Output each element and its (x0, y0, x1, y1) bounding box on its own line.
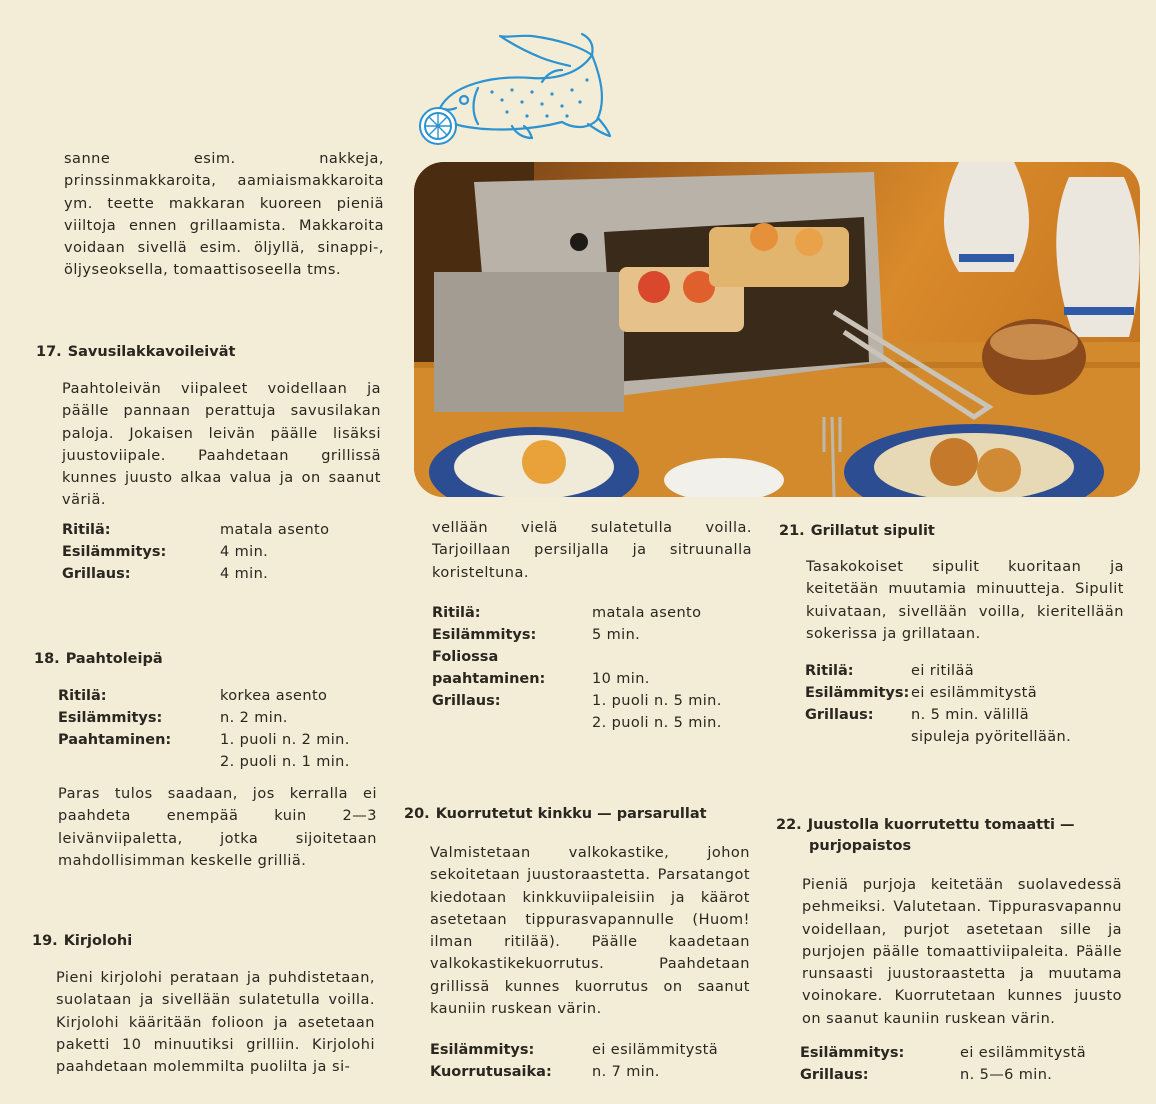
spec-label: Ritilä: (432, 605, 481, 621)
recipe-19-specs (432, 602, 752, 734)
spec-value: korkea asento (220, 688, 328, 704)
recipe-17-body: Paahtoleivän viipaleet voidellaan ja päälle pannaan perattuja savusilakan paloja. Jokaisen leivän päälle lisäksi juustoviipale. Paahdetaan grillissä kunnes juusto alkaa valua ja on saanut väriä. (62, 381, 381, 509)
spec-label: Grillaus: (62, 566, 131, 582)
spec-value: 1. puoli n. 5 min. 2. puoli n. 5 min. (592, 693, 722, 731)
recipe-22-body: Pieniä purjoja keitetään suolavedessä pehmeiksi. Valutetaan. Tippurasvapannu voidellaan, purjot asetetaan sille ja purjojen päälle tomaattiviipaleita. Päälle runsaasti juustoraastetta ja muutama voinokare. Kuorrutetaan kunnes juusto on saanut kauniin ruskean värin. (802, 877, 1122, 1027)
spec-value: n. 7 min. (592, 1064, 660, 1080)
grill-scene (414, 162, 1140, 497)
recipe-18-body: Paras tulos saadaan, jos kerralla ei paahdeta enempää kuin 2—3 leivänviipaletta, jotka sijoitetaan mahdollisimman keskelle grilliä. (58, 786, 377, 869)
spec-row (430, 1061, 750, 1083)
spec-value: ei esilämmitystä (960, 1045, 1087, 1061)
spec-row (805, 660, 1125, 682)
spec-value: 5 min. (592, 627, 641, 643)
spec-value: n. 2 min. (220, 710, 288, 726)
spec-row (432, 602, 752, 624)
trout-illustration (412, 30, 617, 145)
recipe-21-heading (779, 523, 935, 539)
recipe-22-title-line1: Juustolla kuorrutettu tomaatti — (807, 817, 1075, 833)
spec-value: ei esilämmitystä (592, 1042, 719, 1058)
spec-row (58, 707, 378, 729)
spec-row (62, 541, 382, 563)
spec-value: 4 min. (220, 566, 269, 582)
spec-row (58, 729, 378, 773)
spec-label: Grillaus: (432, 693, 501, 709)
spec-row (430, 1039, 750, 1061)
spec-label: Paahtaminen: (58, 732, 172, 748)
spec-label: Ritilä: (805, 663, 854, 679)
spec-row (62, 519, 382, 541)
recipe-22-specs (800, 1042, 1120, 1086)
recipe-20-specs (430, 1039, 750, 1083)
spec-label: Esilämmitys: (430, 1042, 535, 1058)
recipe-18-heading (34, 651, 163, 667)
spec-value: ei esilämmitystä (911, 685, 1038, 701)
spec-label: Grillaus: (805, 707, 874, 723)
spec-value: 1. puoli n. 2 min. 2. puoli n. 1 min. (220, 732, 350, 770)
spec-row (800, 1042, 1120, 1064)
recipe-22-number: 22. (776, 817, 802, 833)
intro-paragraph: sanne esim. nakkeja, prinssinmakkaroita, aamiaismakkaroita ym. teette makkaran kuoreen pieniä viiltoja ennen grillaamista. Makkaroita voidaan sivellä esim. öljyllä, sinappi-, öljyseoksella, tomaattisoseella tms. (64, 151, 384, 279)
recipe-17-heading (36, 344, 235, 360)
recipe-19-heading (32, 933, 132, 949)
spec-value: 4 min. (220, 544, 269, 560)
spec-label: Grillaus: (800, 1067, 869, 1083)
spec-label: Esilämmitys: (432, 627, 537, 643)
spec-label: Ritilä: (58, 688, 107, 704)
spec-row (805, 704, 1125, 748)
recipe-19-number: 19. (32, 933, 58, 949)
spec-label: Esilämmitys: (62, 544, 167, 560)
recipe-20-heading (404, 806, 707, 822)
recipe-19-continuation: vellään vielä sulatetulla voilla. Tarjoillaan persiljalla ja sitruunalla koristeltuna. (432, 520, 752, 581)
recipe-18-specs (58, 685, 378, 773)
spec-value: matala asento (592, 605, 702, 621)
recipe-22-title-line2: purjopaistos (809, 838, 912, 854)
recipe-18-title: Paahtoleipä (65, 651, 163, 667)
recipe-19-body: Pieni kirjolohi perataan ja puhdistetaan, suolataan ja sivellään sulatetulla voilla. Kirjolohi kääritään folioon ja asetetaan paketti 10 minuutiksi grilliin. Kirjolohi paahdetaan molemmilta puolilta ja si- (56, 970, 375, 1076)
spec-label: Esilämmitys: (800, 1045, 905, 1061)
spec-value: matala asento (220, 522, 330, 538)
recipe-21-specs (805, 660, 1125, 748)
recipe-17-specs (62, 519, 382, 585)
spec-value: 10 min. (592, 671, 650, 687)
recipe-21-title: Grillatut sipulit (810, 523, 935, 539)
spec-value: n. 5 min. välillä sipuleja pyöritellään. (911, 707, 1072, 745)
spec-label: Kuorrutusaika: (430, 1064, 552, 1080)
recipe-18-number: 18. (34, 651, 60, 667)
spec-row (800, 1064, 1120, 1086)
spec-label: Ritilä: (62, 522, 111, 538)
recipe-21-number: 21. (779, 523, 805, 539)
recipe-17-number: 17. (36, 344, 62, 360)
spec-row (432, 646, 752, 690)
recipe-22-heading (776, 815, 1075, 857)
spec-row (62, 563, 382, 585)
spec-label: Esilämmitys: (805, 685, 910, 701)
spec-label: Foliossa paahtaminen: (432, 649, 546, 687)
food-grill-photo (414, 162, 1140, 497)
recipe-20-body: Valmistetaan valkokastike, johon sekoitetaan juustoraastetta. Parsatangot kiedotaan kinkkuviipaleisiin ja käärot asetetaan tippurasvapannulle (Huom! ilman ritilää). Päälle kaadetaan valkokastikekuorrutus. Paahdetaan grillissä kunnes kuorrutus on saanut kauniin ruskean värin. (430, 845, 750, 1018)
recipe-19-title: Kirjolohi (63, 933, 133, 949)
spec-label: Esilämmitys: (58, 710, 163, 726)
spec-value: ei ritilää (911, 663, 975, 679)
spec-row (58, 685, 378, 707)
recipe-17-title: Savusilakkavoileivät (67, 344, 236, 360)
recipe-20-number: 20. (404, 806, 430, 822)
spec-row (432, 624, 752, 646)
recipe-20-title: Kuorrutetut kinkku — parsarullat (435, 806, 707, 822)
spec-row (805, 682, 1125, 704)
spec-row (432, 690, 752, 734)
spec-value: n. 5—6 min. (960, 1067, 1053, 1083)
recipe-21-body: Tasakokoiset sipulit kuoritaan ja keitetään muutamia minuutteja. Sipulit kuivataan, sivellään voilla, kieritellään sokerissa ja grillataan. (806, 559, 1124, 642)
